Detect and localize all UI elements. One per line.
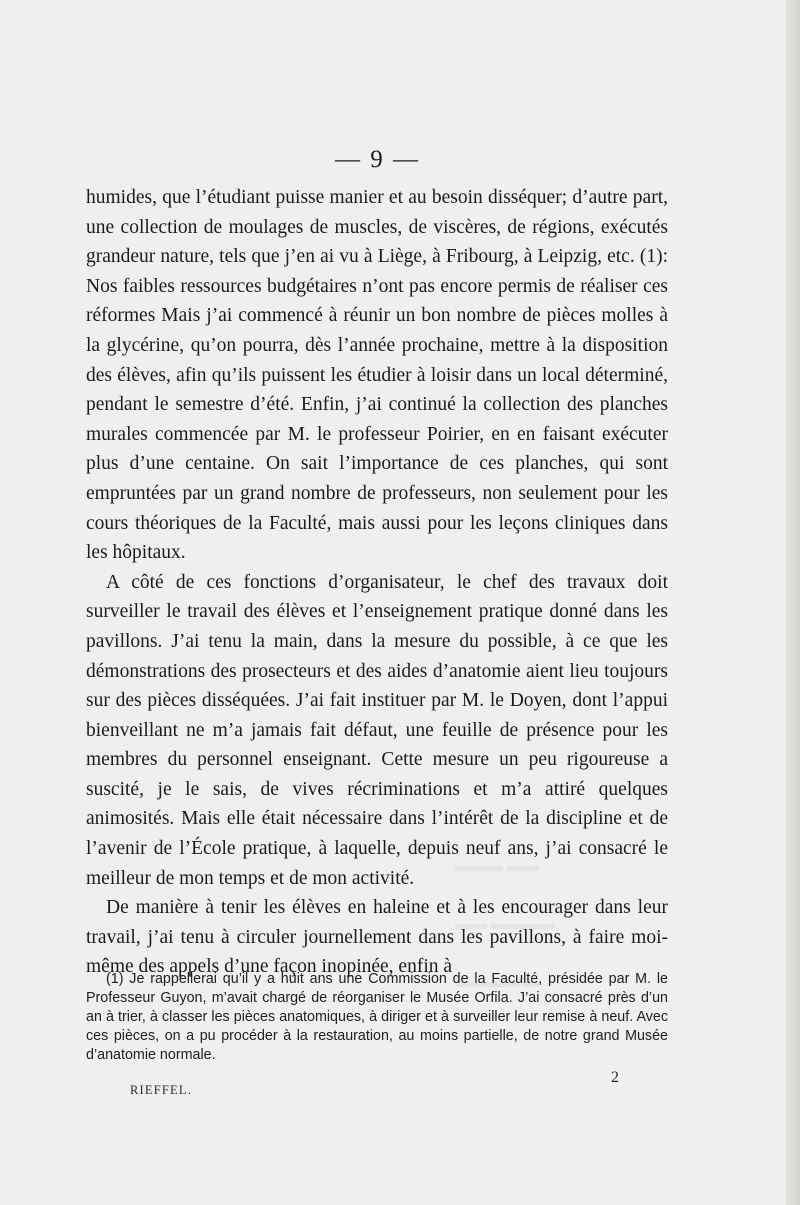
footnote: (1) Je rappellerai qu’il y a huit ans une Commission de la Faculté, présidée par M. le Professeur Guyon, m’avait chargé de réorganiser le Musée Orfila. J’ai consacré près d’un an à trier, à classer les pièces anatomiques, à diriger et à surveiller leur remise à neuf. Avec ces pièces, on a pu procéder à la restauration, au moins partielle, de notre grand Musée d’anatomie normale. xyxy=(86,971,668,1063)
paragraph-1: humides, que l’étudiant puisse manier et au besoin disséquer; d’autre part, une collection de moulages de muscles, de viscères, de régions, exécutés grandeur nature, tels que j’en ai vu à Liège, à Fribourg, à Leipzig, etc. (1): Nos faibles ressources budgétaires n’ont pas encore permis de réaliser ces réformes Mais j’ai commencé à réunir un bon nombre de pièces molles à la glycérine, qu’on pourra, dès l’année prochaine, mettre à la disposition des élèves, afin qu’ils puissent les étudier à loisir dans un local déterminé, pendant le semestre d’été. Enfin, j’ai continué la collection des planches murales commencée par M. le professeur Poirier, en en faisant exécuter plus d’une centaine. On sait l’importance de ces planches, qui sont empruntées par un grand nombre de professeurs, non seulement pour les cours théoriques de la Faculté, mais aussi pour les leçons cliniques dans les hôpitaux. xyxy=(86,187,668,564)
sheet-number: 2 xyxy=(611,1069,619,1086)
page-edge xyxy=(786,0,800,1205)
paragraph-3: De manière à tenir les élèves en haleine et à les encourager dans leur travail, j’ai tenu à circuler journellement dans les pavillons, à faire moi-même des appels d’une façon inopinée, enfin à xyxy=(86,897,668,978)
page-number: — 9 — xyxy=(335,146,420,173)
body-text xyxy=(86,183,668,982)
signature-mark: RIEFFEL. xyxy=(130,1083,193,1097)
paragraph-2: A côté de ces fonctions d’organisateur, le chef des travaux doit surveiller le travail des élèves et l’enseignement pratique donné dans les pavillons. J’ai tenu la main, dans la mesure du possible, à ce que les démonstrations des prosecteurs et des aides d’anatomie aient lieu toujours sur des pièces disséquées. J’ai fait instituer par M. le Doyen, dont l’appui bienveillant ne m’a jamais fait défaut, une feuille de présence pour les membres du personnel enseignant. Cette mesure un peu rigoureuse a suscité, je le sais, de vives récriminations et m’a attiré quelques animosités. Mais elle était nécessaire dans l’intérêt de la discipline et de l’avenir de l’École pratique, à laquelle, depuis neuf ans, j’ai consacré le meilleur de mon temps et de mon activité. xyxy=(86,571,668,889)
